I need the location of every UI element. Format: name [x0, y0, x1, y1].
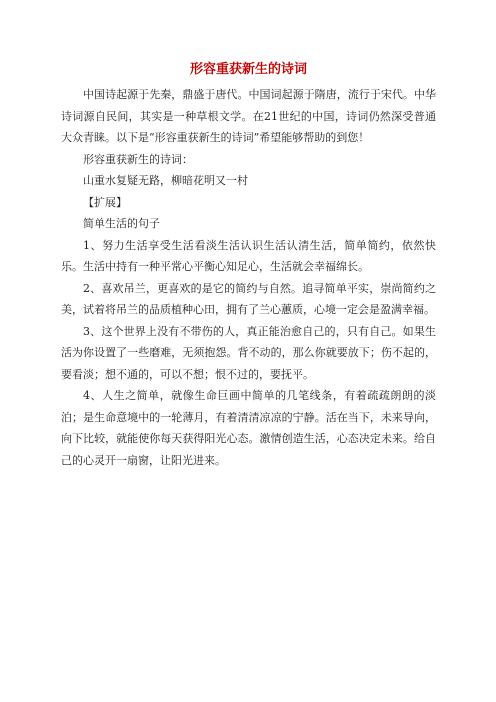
paragraph-item-4: 4、人生之简单，就像生命巨画中简单的几笔线条，有着疏疏朗朗的淡泊；是生命意境中的一轮薄月，有着清清凉凉的宁静。活在当下，未来导向，向下比较，就能使你每天获得阳光心态。激情创造生活，心态决定未来。给自己的心灵开一扇窗，让阳光进来。: [61, 389, 436, 467]
paragraph-item-2: 2、喜欢吊兰，更喜欢的是它的简约与自然。追寻简单平实，崇尚简约之美，试着将吊兰的品质植种心田，拥有了兰心蕙质，心境一定会是盈满幸福。: [61, 281, 436, 316]
document-title: 形容重获新生的诗词: [189, 62, 307, 77]
document-page: [61, 60, 436, 471]
paragraph-item-3: 3、这个世界上没有不带伤的人，真正能治愈自己的，只有自己。如果生活为你设置了一些磨难，无须抱怨。背不动的，那么你就要放下；伤不起的，要看淡；想不通的，可以不想；恨不过的，要抚平。: [61, 324, 436, 381]
paragraph-expand-tag: 【扩展】: [83, 195, 127, 209]
paragraph-section-heading: 简单生活的句子: [83, 217, 160, 230]
paragraph-intro: 中国诗起源于先秦，鼎盛于唐代。中国词起源于隋唐，流行于宋代。中华诗词源自民间，其实是一种草根文学。在21世纪的中国，诗词仍然深受普通大众青睐。以下是“形容重获新生的诗词”希望能够帮助的到您！: [61, 88, 436, 144]
paragraph-poem-line: 山重水复疑无路，柳暗花明又一村: [83, 174, 248, 187]
paragraph-item-1: 1、努力生活享受生活看淡生活认识生活认清生活，简单简约，依然快乐。生活中持有一种平常心平衡心知足心，生活就会幸福绵长。: [61, 238, 436, 273]
paragraph-poem-heading: 形容重获新生的诗词：: [83, 152, 193, 166]
